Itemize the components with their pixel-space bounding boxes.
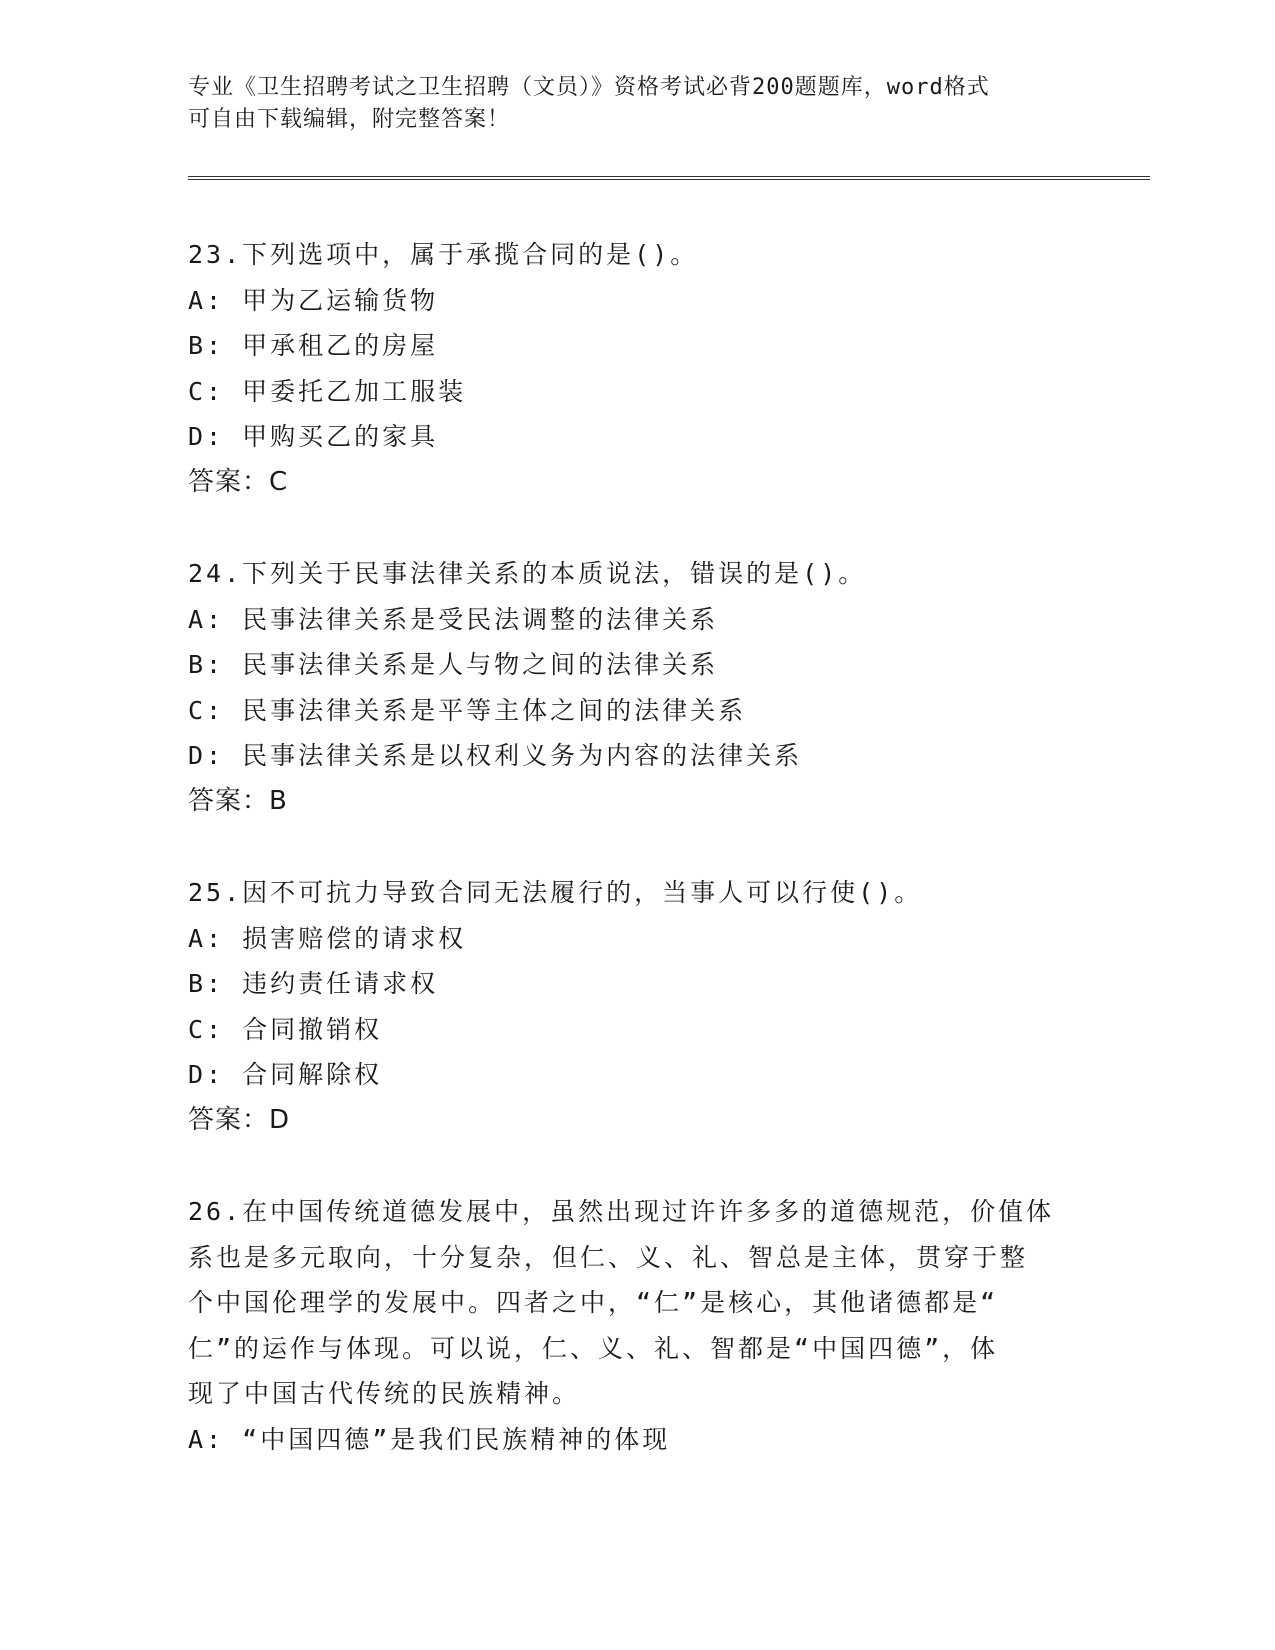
header-line-1: 专业《卫生招聘考试之卫生招聘（文员）》资格考试必背200题题库，word格式 — [188, 75, 990, 100]
question-list — [188, 232, 1088, 1508]
option-c: C: 民事法律关系是平等主体之间的法律关系 — [188, 695, 747, 725]
option-a: A: 损害赔偿的请求权 — [188, 923, 467, 953]
question-stem-line-1: 26.在中国传统道德发展中，虽然出现过许许多多的道德规范，价值体 — [188, 1197, 1055, 1226]
question-stem: 25.因不可抗力导致合同无法履行的，当事人可以行使()。 — [188, 878, 923, 907]
option-a: A: 民事法律关系是受民法调整的法律关系 — [188, 604, 719, 634]
question-stem-line-2: 系也是多元取向，十分复杂，但仁、义、礼、智总是主体，贯穿于整 — [188, 1242, 1029, 1272]
option-c: C: 甲委托乙加工服装 — [188, 376, 467, 406]
question-stem-line-5: 现了中国古代传统的民族精神。 — [188, 1379, 581, 1408]
question-26 — [188, 1189, 1088, 1462]
header-divider — [188, 176, 1150, 180]
answer-line: 答案：C — [188, 466, 289, 497]
header-line-2: 可自由下载编辑，附完整答案！ — [188, 107, 511, 132]
option-d: D: 合同解除权 — [188, 1060, 383, 1089]
document-header — [188, 72, 1088, 136]
option-c: C: 合同撤销权 — [188, 1014, 383, 1044]
option-a: A: “中国四德”是我们民族精神的体现 — [188, 1424, 671, 1454]
option-b: B: 违约责任请求权 — [188, 969, 439, 998]
answer-line: 答案：D — [188, 1104, 291, 1135]
question-23 — [188, 232, 1088, 505]
question-stem-line-3: 个中国伦理学的发展中。四者之中，“仁”是核心，其他诸德都是“ — [188, 1288, 999, 1317]
question-stem: 24.下列关于民事法律关系的本质说法，错误的是()。 — [188, 559, 867, 588]
answer-line: 答案：B — [188, 785, 288, 816]
question-stem: 23.下列选项中，属于承揽合同的是()。 — [188, 240, 699, 269]
option-d: D: 民事法律关系是以权利义务为内容的法律关系 — [188, 741, 803, 770]
question-25 — [188, 870, 1088, 1143]
option-a: A: 甲为乙运输货物 — [188, 285, 439, 315]
question-24 — [188, 551, 1088, 824]
option-d: D: 甲购买乙的家具 — [188, 422, 439, 451]
option-b: B: 甲承租乙的房屋 — [188, 331, 439, 360]
question-stem-line-4: 仁”的运作与体现。可以说，仁、义、礼、智都是“中国四德”，体 — [188, 1333, 999, 1363]
option-b: B: 民事法律关系是人与物之间的法律关系 — [188, 650, 719, 679]
